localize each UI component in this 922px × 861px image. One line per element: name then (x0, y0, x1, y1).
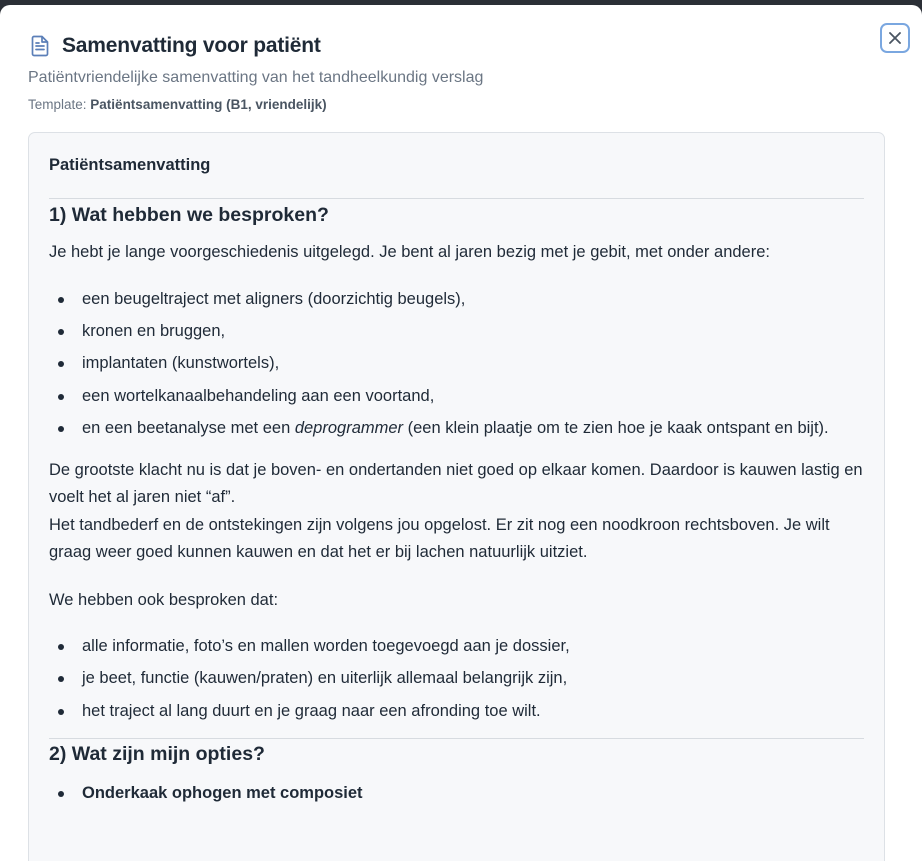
list-item-text: en een beetanalyse met een (82, 419, 295, 438)
discussed-intro: We hebben ook besproken dat: (49, 590, 279, 609)
complaint-text: Het tandbederf en de ontstekingen zijn volgens jou opgelost. Er zit nog een noodkroon rechtsboven. Je wilt graag weer goed kunnen kauwen en dat het er bij lachen natuurlijk uitziet. (49, 515, 830, 562)
modal-subtitle: Patiëntvriendelijke samenvatting van het tandheelkundig verslag (28, 69, 484, 86)
list-item: implantaten (kunstwortels), (49, 350, 864, 378)
modal-title: Samenvatting voor patiënt (62, 34, 321, 57)
template-indicator (28, 96, 858, 114)
patient-summary-modal (0, 5, 922, 861)
history-list (49, 286, 864, 443)
section-heading-options: 2) Wat zijn mijn opties? (49, 743, 265, 766)
list-item: een wortelkanaalbehandeling aan een voortand, (49, 383, 864, 411)
list-item: alle informatie, foto’s en mallen worden toegevoegd aan je dossier, (49, 633, 864, 661)
emphasis-term: deprogrammer (294, 419, 404, 438)
summary-card (28, 132, 885, 861)
template-value: Patiëntsamenvatting (B1, vriendelijk) (90, 97, 327, 112)
list-item: kronen en bruggen, (49, 318, 864, 346)
list-item: een beugeltraject met aligners (doorzichtig beugels), (49, 286, 864, 314)
modal-header (28, 33, 858, 114)
document-icon (28, 34, 52, 58)
list-item (49, 415, 864, 443)
history-intro: Je hebt je lange voorgeschiedenis uitgelegd. Je bent al jaren bezig met je gebit, met onder andere: (49, 243, 770, 261)
complaint-text: De grootste klacht nu is dat je boven- en ondertanden niet goed op elkaar komen. Daardoor is kauwen lastig en voelt het al jaren niet “af”. (49, 460, 863, 507)
list-item: je beet, functie (kauwen/praten) en uiterlijk allemaal belangrijk zijn, (49, 665, 864, 693)
divider (49, 198, 864, 199)
list-item: Onderkaak ophogen met composiet (49, 780, 864, 808)
divider (49, 738, 864, 739)
complaint-paragraph (49, 457, 864, 567)
list-item: het traject al lang duurt en je graag naar een afronding toe wilt. (49, 698, 864, 726)
template-label: Template: (28, 97, 87, 112)
section-heading-discussed: 1) Wat hebben we besproken? (49, 204, 329, 226)
list-item-text: (een klein plaatje om te zien hoe je kaak ontspant en bijt). (403, 419, 829, 438)
title-row (28, 33, 858, 59)
discussed-list (49, 633, 864, 725)
close-icon (888, 31, 902, 45)
close-button[interactable] (880, 23, 910, 53)
options-list (49, 780, 864, 808)
summary-card-title: Patiëntsamenvatting (49, 156, 211, 174)
